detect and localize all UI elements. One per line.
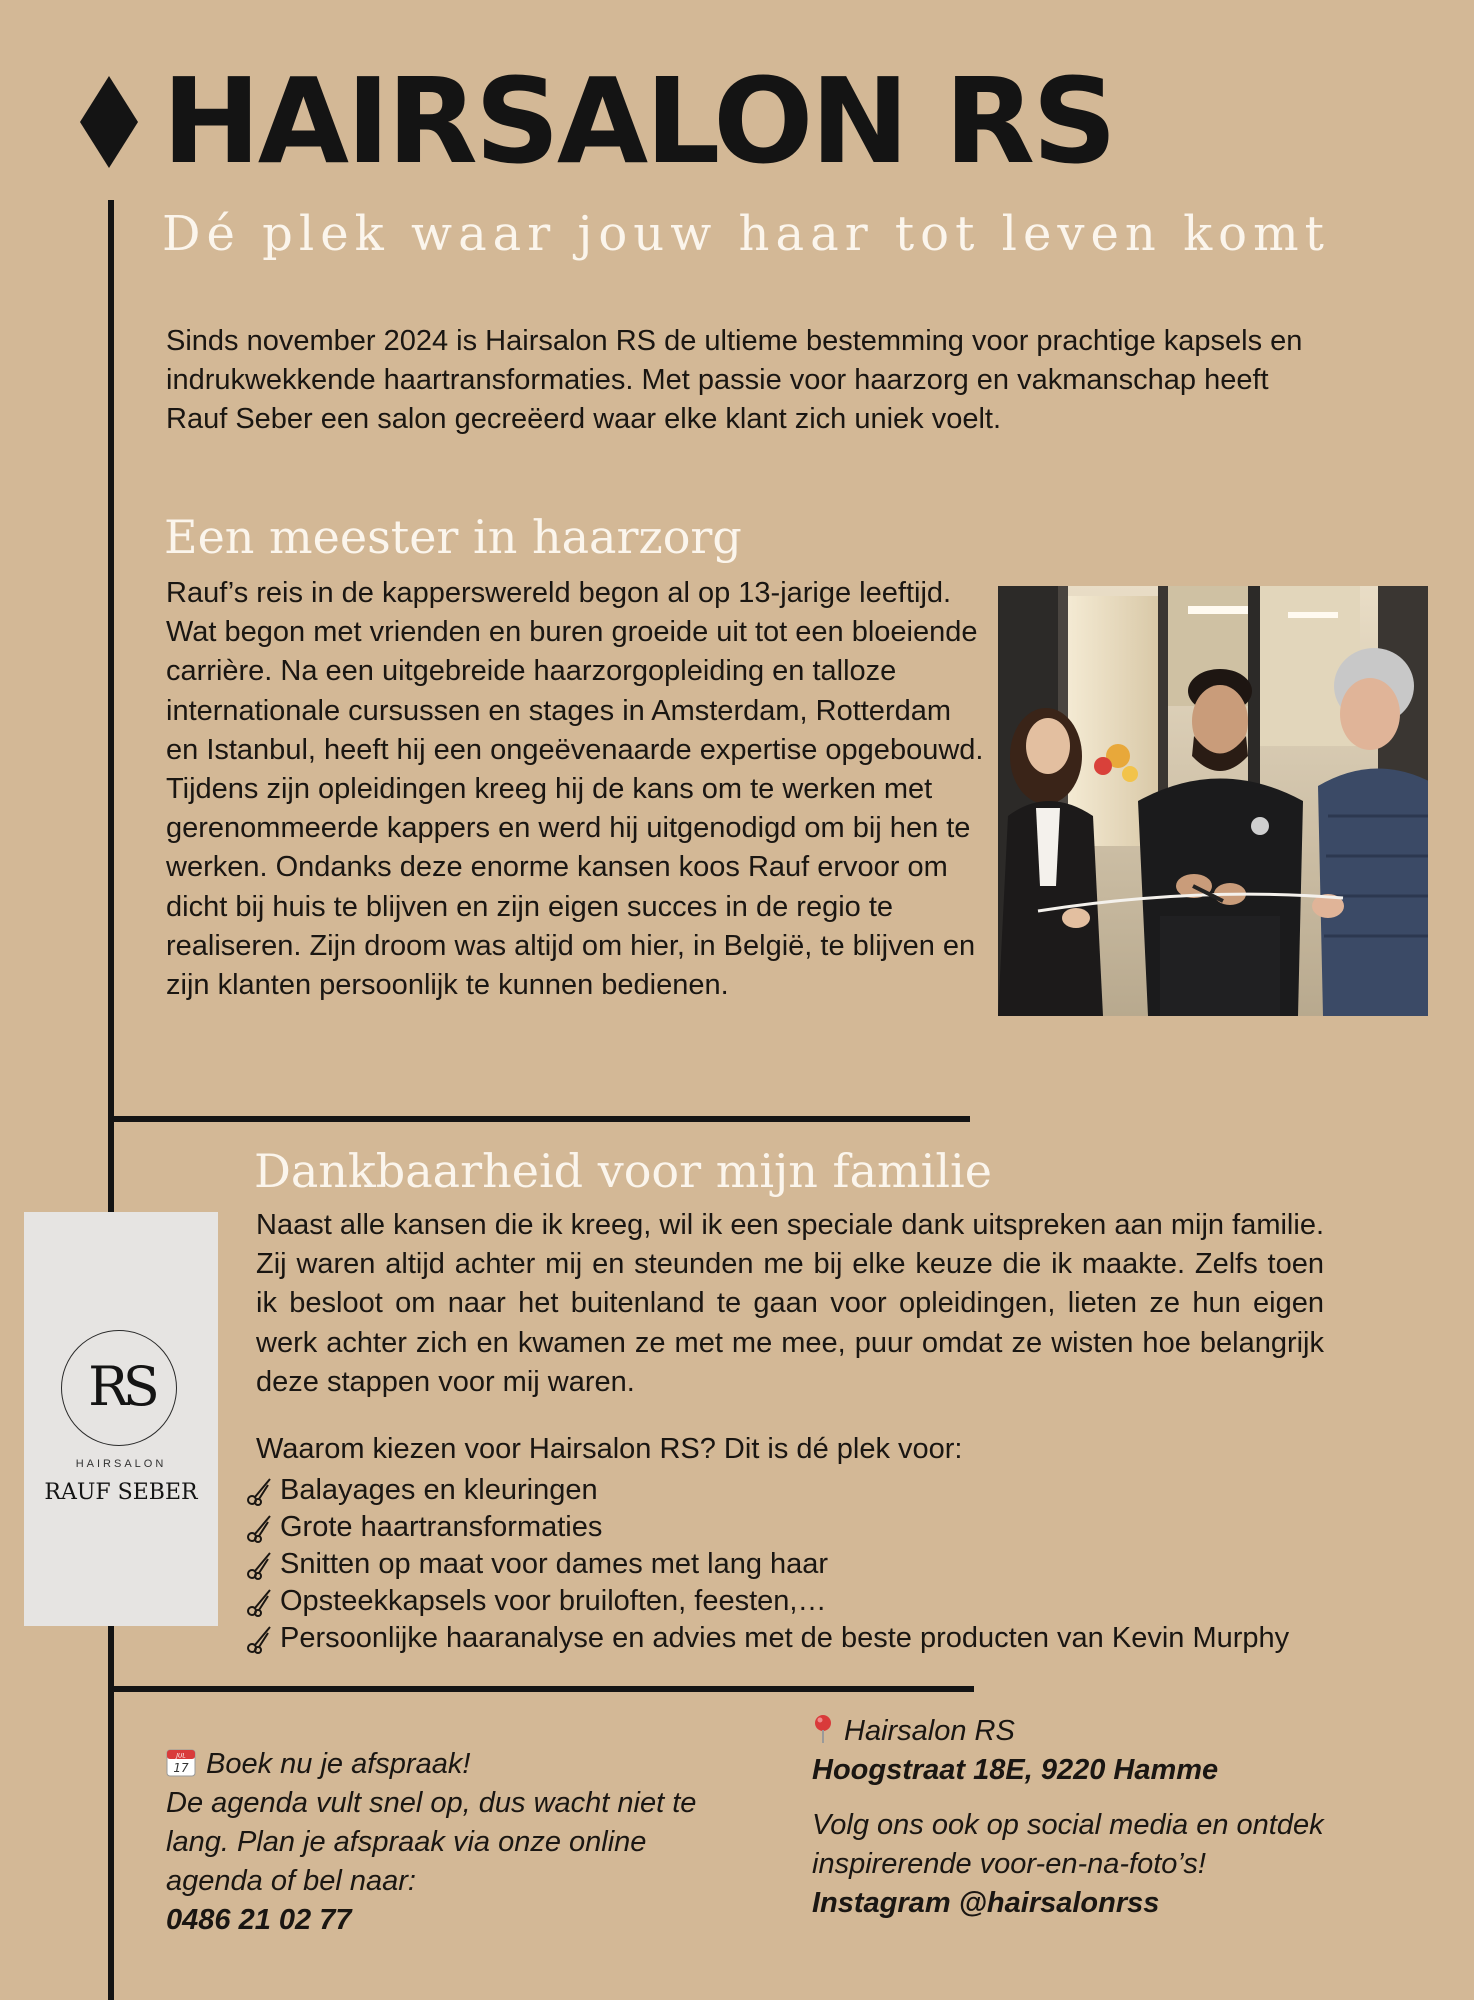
logo-name: RAUF SEBER [44, 1480, 198, 1505]
page-title: HAIRSALON RS [162, 52, 1115, 190]
phone-number[interactable]: 0486 21 02 77 [166, 1904, 352, 1936]
timeline-vertical-line [108, 200, 114, 2000]
calendar-icon [166, 1747, 196, 1777]
logo-subtitle: HAIRSALON [75, 1458, 167, 1470]
section-body-master: Rauf’s reis in de kapperswereld begon al op 13-jarige leeftijd. Wat begon met vrienden en buren groeide uit tot een bloeiende carrière. Na een uitgebreide haarzorgopleiding en talloze internationale cursussen en stages in Amsterdam, Rotterdam en Istanbul, heeft hij een ongeëvenaarde expertise opgebouwd. Tijdens zijn opleidingen kreeg hij de kans om te werken met gerenommeerde kappers en werd hij uitgenodigd om bij hen te werken. Ondanks deze enorme kansen koos Rauf ervoor om dicht bij huis te blijven en zijn eigen succes in de regio te realiseren. Zijn droom was altijd om hier, in België, te blijven en zijn klanten persoonlijk te kunnen bedienen. [166, 577, 984, 1002]
list-item-label: Snitten op maat voor dames met lang haar [280, 1547, 829, 1580]
scissors-icon [246, 1513, 272, 1543]
scissors-icon [246, 1550, 272, 1580]
social-text: Volg ons ook op social media en ontdek inspirerende voor-en-na-foto’s! [812, 1809, 1324, 1880]
list-item [246, 1546, 1289, 1583]
booking-block [166, 1745, 706, 1940]
calendar-month: JUL [176, 1752, 186, 1760]
scissors-icon [246, 1587, 272, 1617]
list-item-label: Opsteekkapsels voor bruiloften, feesten,… [280, 1584, 827, 1617]
list-item-label: Persoonlijke haaranalyse en advies met de beste producten van Kevin Murphy [280, 1621, 1290, 1654]
list-item [246, 1509, 1289, 1546]
list-item-label: Grote haartransformaties [280, 1510, 603, 1543]
services-list [246, 1472, 1289, 1657]
why-intro: Waarom kiezen voor Hairsalon RS? Dit is dé plek voor: [256, 1433, 963, 1465]
diamond-icon [80, 76, 138, 168]
calendar-day: 17 [173, 1761, 189, 1775]
booking-text: De agenda vult snel op, dus wacht niet te lang. Plan je afspraak via onze online agenda of bel naar: [166, 1787, 697, 1897]
list-item-label: Balayages en kleuringen [280, 1473, 598, 1506]
section-body-family: Naast alle kansen die ik kreeg, wil ik een speciale dank uitspreken aan mijn familie. Zij waren altijd achter mij en steunden me bij elke keuze die ik maakte. Zelfs toen ik besloot om naar het buitenland te gaan voor opleidingen, lieten ze hun eigen werk achter zich en kwamen ze met me mee, puur omdat ze wisten hoe belangrijk deze stappen voor mij waren. [256, 1209, 1324, 1398]
section-divider [108, 1116, 970, 1122]
salon-logo-card [24, 1212, 218, 1626]
address: Hoogstraat 18E, 9220 Hamme [812, 1754, 1219, 1786]
section-heading-family: Dankbaarheid voor mijn familie [254, 1144, 992, 1198]
logo-monogram: RS [88, 1355, 154, 1418]
tagline: Dé plek waar jouw haar tot leven komt [162, 206, 1330, 262]
list-item [246, 1472, 1289, 1509]
list-item [246, 1620, 1289, 1657]
intro-paragraph: Sinds november 2024 is Hairsalon RS de ultieme bestemming voor prachtige kapsels en indrukwekkende haartransformaties. Met passie voor haarzorg en vakmanschap heeft Rauf Seber een salon gecreëerd waar elke klant zich uniek voelt. [166, 325, 1303, 436]
ribbon-cutting-photo [998, 586, 1428, 1016]
scissors-icon [246, 1476, 272, 1506]
pin-icon [812, 1714, 834, 1744]
section-divider [108, 1686, 974, 1692]
location-block [812, 1712, 1372, 1923]
location-name: Hairsalon RS [844, 1715, 1015, 1747]
scissors-icon [246, 1624, 272, 1654]
booking-headline: Boek nu je afspraak! [206, 1748, 471, 1780]
instagram-link[interactable]: Instagram @hairsalonrss [812, 1887, 1160, 1919]
list-item [246, 1583, 1289, 1620]
section-heading-master: Een meester in haarzorg [164, 510, 742, 564]
